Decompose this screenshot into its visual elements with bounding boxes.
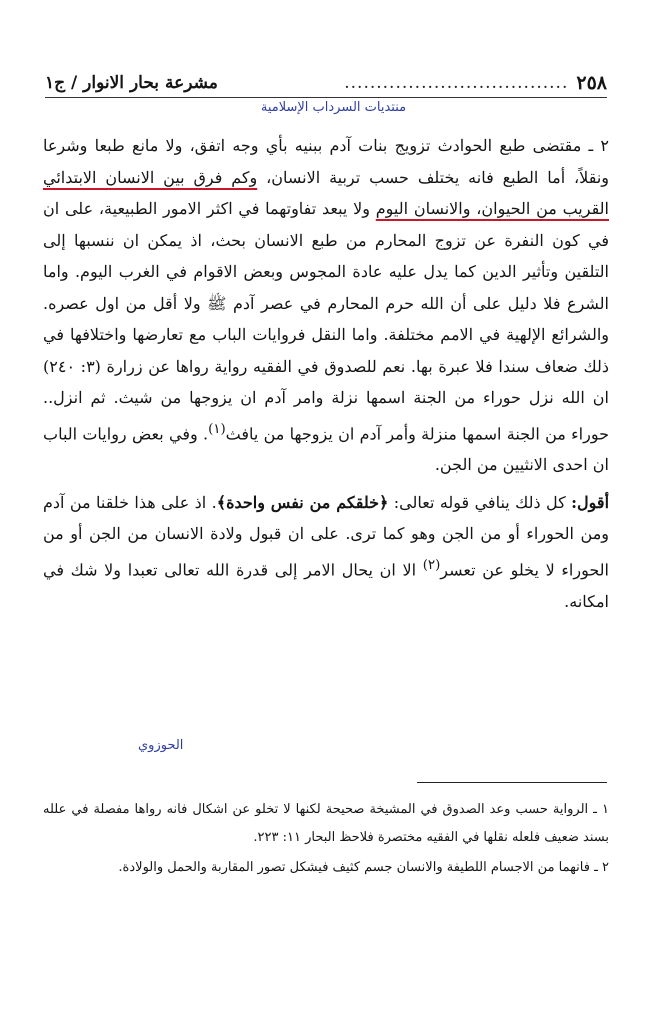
paragraph-1-text-c: . وفي بعض روايات الباب ان احدى الانثيين من الجن.: [43, 423, 609, 475]
footnote-2: ٢ ـ فانهما من الاجسام اللطيفة والانسان جسم كثيف فيشكل تصور المقاربة والحمل والولادة.: [118, 860, 609, 875]
page-number: ٢٥٨: [576, 72, 607, 94]
footnotes: [43, 796, 609, 884]
paragraph-2: [43, 487, 609, 617]
quran-quote: ﴿خلقكم من نفس واحدة﴾: [216, 492, 389, 512]
signature-stamp: الحوزوي: [138, 738, 184, 753]
running-head: [45, 70, 607, 96]
book-title: مشرعة بحار الانوار / ج١: [45, 73, 218, 93]
header-rule: [45, 97, 607, 98]
footnote-1: ١ ـ الرواية حسب وعد الصدوق في المشيخة صحيحة لكنها لا تخلو عن اشكال فانه رواها مفصلة في علله بسند ضعيف فلعله نقلها في الفقيه مختصرة فلاحظ البحار ١١: ٢٢٣.: [43, 802, 609, 845]
forum-watermark: منتديات السرداب الإسلامية: [260, 100, 407, 115]
paragraph-1: [43, 130, 609, 481]
paragraph-1-text-b: ولا يبعد تفاوتهما في اكثر الامور الطبيعية، على ان في كون النفرة عن تزوج المحارم من طبع الانسان بحث، اذ يمكن ان ننسبها إلى التلقين وتأثير الدين كما يدل عليه عادة المجوس وبعض الاقوام في الغرب اليوم. واما الشرع فلا دليل على أن الله حرم المحارم في عصر آدم ﷺ ولا أقل من اول عصره. والشرائع الإلهية في الامم مختلفة. واما النقل فروايات الباب مع تعارضها واختلافها في ذلك ضعاف سندا فلا عبرة بها. نعم للصدوق في الفقيه رواية رواها عن زرارة (٣: ٢٤٠) ان الله نزل حوراء من الجنة اسمها نزلة وامر آدم ان يزوجها من شيث. ثم انزل.. حوراء من الجنة اسمها منزلة وأمر آدم ان يزوجها من يافث: [43, 199, 610, 443]
paragraph-1-text-a: ٢ ـ مقتضى طبع الحوادث تزويج بنات آدم ببنيه بأي وجه اتفق، ولا مانع طبعا وشرعا ونقلاً، أما الطبع فانه يختلف حسب تربية الانسان،: [43, 136, 609, 187]
paragraph-2-text-a: كل ذلك ينافي قوله تعالى:: [388, 492, 572, 512]
paragraph-2-text-c: الا ان يحال الامر إلى قدرة الله تعالى تعبدا ولا شك في امكانه.: [43, 560, 609, 611]
footnote-marker-2: (٢): [422, 557, 441, 573]
paragraph-2-lead-in: أقول:: [571, 492, 610, 512]
footnote-rule: [417, 782, 607, 783]
main-text: [43, 130, 609, 623]
red-underlined-passage: وكم فرق بين الانسان الابتدائي القريب من الحيوان، والانسان اليوم: [43, 167, 609, 218]
footnote-marker-1: (١): [208, 421, 226, 437]
dot-leader: ...................................: [344, 73, 569, 93]
paragraph-2-text-b: . اذ على هذا خلقنا من آدم ومن الحوراء أو من الجن وهو كما ترى. على ان قبول ولادة الانسان من الجن أو من الحوراء لا يخلو عن تعسر: [43, 492, 609, 580]
